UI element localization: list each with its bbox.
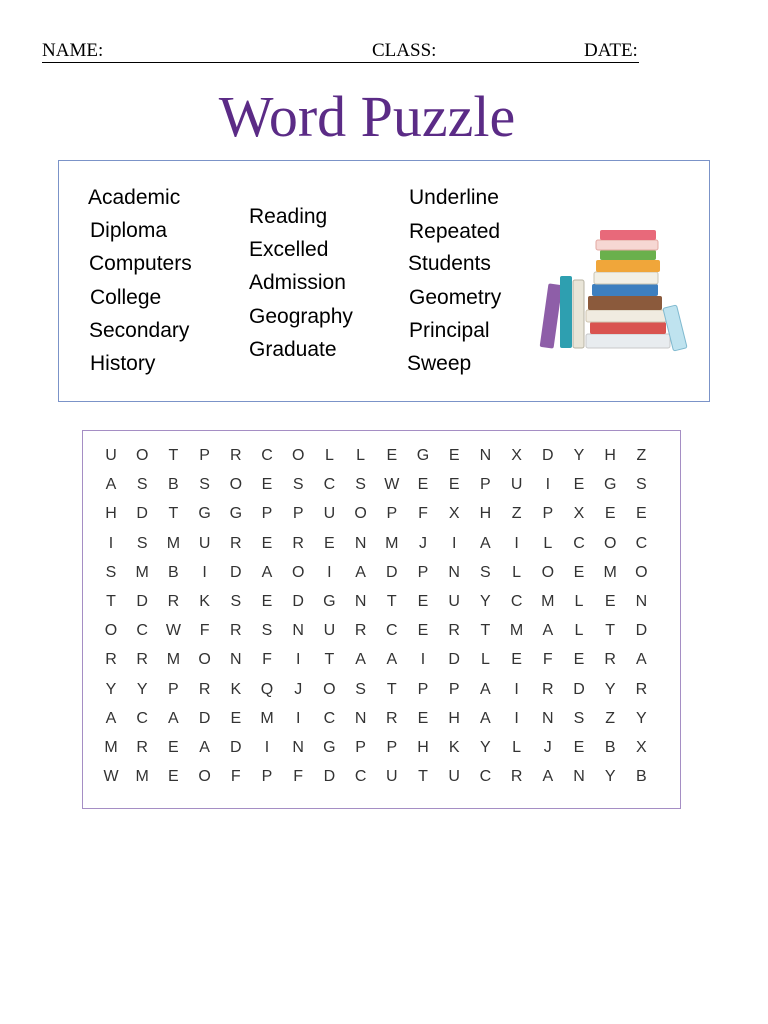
grid-letter[interactable]: N (354, 534, 367, 552)
grid-letter[interactable]: W (384, 476, 400, 494)
grid-letter[interactable]: D (386, 563, 398, 581)
grid-letter[interactable]: R (448, 622, 460, 640)
grid-letter[interactable]: G (198, 505, 211, 523)
grid-letter[interactable]: G (229, 505, 243, 523)
grid-letter[interactable]: N (292, 739, 304, 756)
grid-letter[interactable]: E (168, 739, 179, 756)
grid-letter[interactable]: E (604, 593, 616, 610)
grid-letter[interactable]: Y (105, 680, 117, 698)
grid-letter[interactable]: D (635, 622, 648, 640)
grid-letter[interactable]: Y (573, 447, 585, 464)
grid-letter[interactable]: I (514, 534, 519, 552)
word-secondary: Secondary (89, 319, 190, 342)
grid-letter[interactable]: G (416, 447, 430, 464)
grid-letter[interactable]: E (573, 651, 585, 669)
grid-letter[interactable]: Y (480, 739, 491, 756)
word-academic: Academic (88, 186, 181, 209)
grid-letter[interactable]: E (386, 447, 398, 464)
grid-letter[interactable]: T (168, 505, 179, 523)
grid-letter[interactable]: E (448, 476, 460, 494)
grid-letter[interactable]: P (292, 505, 304, 523)
grid-letter[interactable]: I (202, 563, 207, 581)
word-repeated: Repeated (409, 220, 501, 243)
grid-letter[interactable]: T (324, 651, 335, 669)
grid-letter[interactable]: H (479, 505, 492, 523)
grid-letter[interactable]: T (386, 593, 397, 610)
grid-letter[interactable]: N (354, 709, 367, 727)
grid-letter[interactable]: J (294, 680, 303, 698)
grid-letter[interactable]: B (168, 476, 179, 494)
grid-letter[interactable]: T (605, 622, 616, 640)
grid-letter[interactable]: A (542, 622, 554, 640)
grid-letter[interactable]: Z (605, 709, 616, 727)
grid-letter[interactable]: P (417, 563, 429, 581)
grid-letter[interactable]: M (260, 709, 274, 727)
grid-letter[interactable]: C (323, 476, 336, 494)
grid-letter[interactable]: M (166, 534, 181, 552)
grid-letter[interactable]: S (261, 622, 273, 640)
word-admission: Admission (249, 271, 346, 294)
grid-letter[interactable]: R (198, 680, 211, 698)
grid-letter[interactable]: B (604, 739, 616, 756)
grid-letter[interactable]: P (168, 680, 179, 698)
grid-letter[interactable]: O (104, 622, 118, 640)
grid-letter[interactable]: N (292, 622, 304, 640)
grid-letter[interactable]: R (510, 768, 523, 786)
grid-letter[interactable]: I (264, 739, 270, 756)
grid-letter[interactable]: C (635, 534, 648, 552)
grid-letter[interactable]: P (542, 505, 554, 523)
grid-letter[interactable]: S (480, 563, 491, 581)
grid-letter[interactable]: N (448, 563, 460, 581)
grid-letter[interactable]: Y (604, 768, 616, 786)
grid-letter[interactable]: C (386, 622, 398, 640)
word-principal: Principal (409, 319, 490, 342)
grid-letter[interactable]: C (479, 768, 492, 786)
grid-letter[interactable]: F (262, 651, 272, 669)
grid-letter[interactable]: R (230, 534, 242, 552)
grid-letter[interactable]: P (448, 680, 460, 698)
grid-letter[interactable]: N (542, 709, 554, 727)
grid-letter[interactable]: G (323, 593, 336, 610)
grid-letter[interactable]: O (323, 680, 336, 698)
grid-letter[interactable]: S (105, 563, 117, 581)
grid-letter[interactable]: S (355, 680, 366, 698)
grid-letter[interactable]: L (512, 563, 522, 581)
grid-letter[interactable]: G (323, 739, 336, 756)
grid-letter[interactable]: P (199, 447, 210, 464)
word-history: History (90, 352, 156, 375)
grid-letter[interactable]: T (106, 593, 116, 610)
student-info-line (42, 40, 639, 63)
grid-letter[interactable]: N (230, 651, 242, 669)
grid-letter[interactable]: D (198, 709, 211, 727)
grid-letter[interactable]: Y (480, 593, 491, 610)
grid-letter[interactable]: R (167, 593, 180, 610)
grid-letter[interactable]: A (261, 563, 273, 581)
grid-letter[interactable]: M (541, 593, 555, 610)
grid-letter[interactable]: I (514, 680, 519, 698)
grid-letter[interactable]: A (386, 651, 398, 669)
grid-letter[interactable]: H (448, 709, 460, 727)
grid-letter[interactable]: R (136, 651, 148, 669)
grid-letter[interactable]: P (261, 505, 273, 523)
grid-letter[interactable]: A (355, 563, 366, 581)
word-diploma: Diploma (90, 219, 168, 242)
grid-letter[interactable]: M (166, 651, 181, 669)
grid-letter[interactable]: U (448, 768, 460, 786)
grid-letter[interactable]: E (573, 563, 585, 581)
grid-letter[interactable]: G (603, 476, 617, 494)
grid-letter[interactable]: A (199, 739, 210, 756)
grid-letter[interactable]: L (480, 651, 490, 669)
grid-letter[interactable]: O (229, 476, 243, 494)
grid-letter[interactable]: S (355, 476, 366, 494)
name-label: NAME: (42, 40, 104, 61)
grid-letter[interactable]: E (573, 476, 585, 494)
grid-letter[interactable]: A (636, 651, 647, 669)
grid-letter[interactable]: E (573, 739, 585, 756)
grid-letter[interactable]: D (136, 505, 148, 523)
grid-letter[interactable]: C (136, 709, 148, 727)
grid-letter[interactable]: L (512, 739, 522, 756)
grid-letter[interactable]: O (354, 505, 367, 523)
grid-letter[interactable]: H (417, 739, 429, 756)
grid-letter[interactable]: R (105, 651, 117, 669)
grid-letter[interactable]: I (327, 563, 332, 581)
grid-letter[interactable]: S (136, 476, 148, 494)
grid-letter[interactable]: T (480, 622, 491, 640)
grid-letter[interactable]: L (543, 534, 553, 552)
grid-letter[interactable]: E (417, 622, 429, 640)
grid-letter[interactable]: T (386, 680, 397, 698)
grid-letter[interactable]: A (480, 709, 491, 727)
word-college: College (90, 286, 162, 309)
grid-letter[interactable]: K (448, 739, 460, 756)
grid-letter[interactable]: X (448, 505, 460, 523)
grid-letter[interactable]: S (636, 476, 647, 494)
grid-letter[interactable]: Q (260, 680, 274, 698)
grid-letter[interactable]: Z (636, 447, 647, 464)
word-geography: Geography (249, 305, 353, 328)
grid-letter[interactable]: H (105, 505, 117, 523)
grid-letter[interactable]: R (230, 622, 242, 640)
grid-letter[interactable]: H (604, 447, 616, 464)
grid-letter[interactable]: J (543, 739, 552, 756)
grid-letter[interactable]: M (509, 622, 524, 640)
grid-letter[interactable]: K (199, 593, 210, 610)
grid-letter[interactable]: R (635, 680, 648, 698)
grid-letter[interactable]: E (324, 534, 335, 552)
grid-letter[interactable]: S (136, 534, 148, 552)
grid-letter[interactable]: A (480, 534, 491, 552)
grid-letter[interactable]: F (293, 768, 304, 786)
grid-letter[interactable]: N (573, 768, 585, 786)
grid-letter[interactable]: X (573, 505, 585, 523)
grid-letter[interactable]: O (291, 447, 305, 464)
grid-letter[interactable]: R (230, 447, 242, 464)
grid-letter[interactable]: D (136, 593, 148, 610)
grid-letter[interactable]: R (542, 680, 554, 698)
grid-letter[interactable]: Y (604, 680, 616, 698)
grid-letter[interactable]: Z (511, 505, 522, 523)
grid-letter[interactable]: T (168, 447, 179, 464)
grid-letter[interactable]: C (354, 768, 367, 786)
grid-letter[interactable]: C (136, 622, 148, 640)
grid-letter[interactable]: D (448, 651, 460, 669)
grid-letter[interactable]: E (604, 505, 616, 523)
grid-letter[interactable]: L (356, 447, 366, 464)
date-label: DATE: (584, 40, 638, 61)
grid-letter[interactable]: I (451, 534, 457, 552)
grid-letter[interactable]: P (417, 680, 429, 698)
grid-letter[interactable]: E (448, 447, 460, 464)
grid-letter[interactable]: J (419, 534, 427, 552)
grid-letter[interactable]: P (386, 505, 398, 523)
grid-letter[interactable]: P (480, 476, 491, 494)
grid-letter[interactable]: I (420, 651, 426, 669)
grid-letter[interactable]: A (480, 680, 491, 698)
stack-of-books-icon (536, 226, 696, 356)
grid-letter[interactable]: F (199, 622, 210, 640)
grid-letter[interactable]: C (573, 534, 585, 552)
grid-letter[interactable]: X (511, 447, 522, 464)
grid-letter[interactable]: B (636, 768, 647, 786)
word-students: Students (408, 252, 491, 275)
grid-letter[interactable]: M (603, 563, 617, 581)
word-underline: Underline (409, 186, 499, 209)
grid-letter[interactable]: O (198, 651, 211, 669)
grid-letter[interactable]: Y (136, 680, 148, 698)
grid-letter[interactable]: X (636, 739, 647, 756)
grid-letter[interactable]: U (386, 768, 398, 786)
grid-letter[interactable]: R (354, 622, 367, 640)
grid-letter[interactable]: M (385, 534, 399, 552)
grid-letter[interactable]: N (479, 447, 492, 464)
grid-letter[interactable]: W (103, 768, 119, 786)
grid-letter[interactable]: O (135, 447, 149, 464)
grid-letter[interactable]: N (635, 593, 648, 610)
grid-letter[interactable]: F (542, 651, 553, 669)
grid-letter[interactable]: M (135, 768, 149, 786)
grid-letter[interactable]: O (603, 534, 617, 552)
grid-letter[interactable]: B (168, 563, 179, 581)
grid-letter[interactable]: O (541, 563, 555, 581)
grid-letter[interactable]: R (292, 534, 304, 552)
grid-letter[interactable]: E (261, 534, 273, 552)
class-label: CLASS: (372, 40, 437, 61)
grid-letter[interactable]: T (418, 768, 428, 786)
grid-letter[interactable]: I (295, 651, 301, 669)
word-sweep: Sweep (407, 352, 472, 375)
word-excelled: Excelled (249, 238, 329, 261)
grid-letter[interactable]: E (417, 476, 429, 494)
grid-letter[interactable]: C (510, 593, 523, 610)
word-geometry: Geometry (409, 286, 502, 309)
grid-letter[interactable]: D (292, 593, 304, 610)
grid-letter[interactable]: S (292, 476, 304, 494)
grid-letter[interactable]: Y (636, 709, 647, 727)
grid-letter[interactable]: U (323, 622, 336, 640)
grid-letter[interactable]: S (230, 593, 242, 610)
word-graduate: Graduate (249, 338, 337, 361)
grid-letter[interactable]: L (574, 622, 584, 640)
grid-letter[interactable]: I (295, 709, 301, 727)
page-title: Word Puzzle (218, 84, 516, 149)
grid-letter[interactable]: E (417, 593, 429, 610)
grid-letter[interactable]: F (418, 505, 428, 523)
grid-letter[interactable]: A (355, 651, 366, 669)
grid-letter[interactable]: A (168, 709, 179, 727)
grid-letter[interactable]: L (324, 447, 334, 464)
grid-letter[interactable]: I (514, 709, 519, 727)
grid-letter[interactable]: P (355, 739, 366, 756)
grid-letter[interactable]: K (230, 680, 242, 698)
grid-letter[interactable]: S (199, 476, 210, 494)
grid-letter[interactable]: U (448, 593, 460, 610)
grid-letter[interactable]: F (230, 768, 241, 786)
grid-letter[interactable]: I (545, 476, 551, 494)
grid-letter[interactable]: D (230, 563, 242, 581)
grid-letter[interactable]: E (417, 709, 429, 727)
grid-letter[interactable]: S (573, 709, 585, 727)
grid-letter[interactable]: E (636, 505, 647, 523)
grid-letter[interactable]: D (323, 768, 336, 786)
grid-letter[interactable]: U (105, 447, 117, 464)
grid-letter[interactable]: M (104, 739, 118, 756)
grid-letter[interactable]: E (168, 768, 179, 786)
grid-letter[interactable]: L (574, 593, 584, 610)
grid-letter[interactable]: R (386, 709, 398, 727)
grid-letter[interactable]: N (354, 593, 367, 610)
grid-letter[interactable]: U (323, 505, 336, 523)
grid-letter[interactable]: C (323, 709, 336, 727)
grid-letter[interactable]: D (230, 739, 242, 756)
grid-letter[interactable]: E (261, 593, 273, 610)
word-reading: Reading (249, 205, 328, 228)
grid-letter[interactable]: E (511, 651, 522, 669)
grid-letter[interactable]: P (386, 739, 398, 756)
grid-letter[interactable]: R (136, 739, 148, 756)
grid-letter[interactable]: R (604, 651, 616, 669)
grid-letter[interactable]: M (135, 563, 149, 581)
grid-letter[interactable]: A (105, 476, 117, 494)
grid-letter[interactable]: P (261, 768, 273, 786)
grid-letter[interactable]: U (510, 476, 523, 494)
grid-letter[interactable]: A (105, 709, 117, 727)
grid-letter[interactable]: E (261, 476, 273, 494)
grid-letter[interactable]: O (291, 563, 305, 581)
grid-letter[interactable]: A (542, 768, 554, 786)
grid-letter[interactable]: E (230, 709, 242, 727)
grid-letter[interactable]: C (261, 447, 273, 464)
grid-letter[interactable]: O (198, 768, 211, 786)
grid-letter[interactable]: I (108, 534, 114, 552)
grid-letter[interactable]: O (635, 563, 648, 581)
grid-letter[interactable]: D (542, 447, 554, 464)
grid-letter[interactable]: U (198, 534, 211, 552)
grid-letter[interactable]: W (165, 622, 181, 640)
word-computers: Computers (89, 252, 192, 275)
grid-letter[interactable]: D (573, 680, 585, 698)
